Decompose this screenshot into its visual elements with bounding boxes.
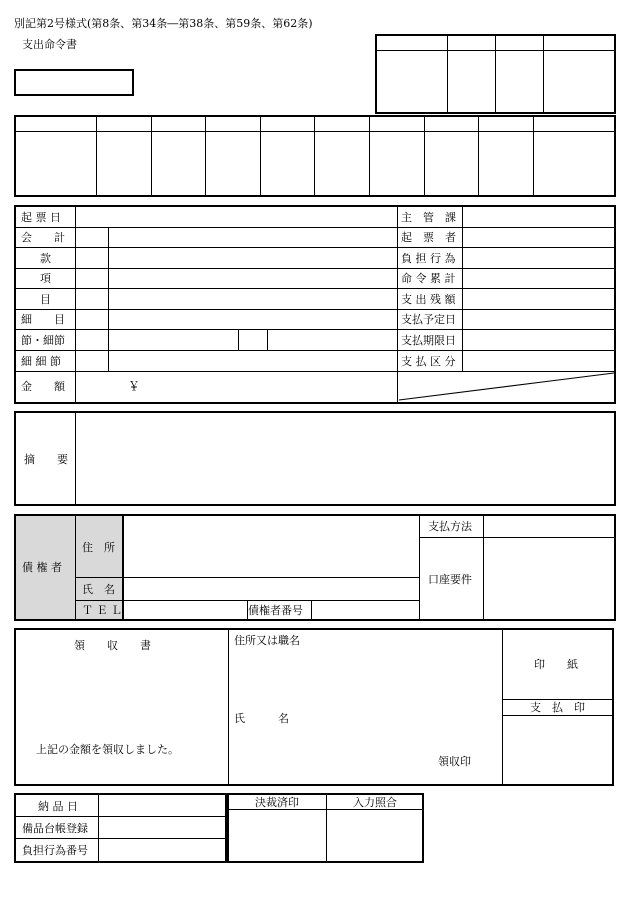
receipt-name-input[interactable]: [306, 708, 499, 738]
details-section: [14, 205, 616, 404]
label-saisaisetsu: 細 細 節: [21, 355, 61, 368]
creditor-name-input[interactable]: [126, 579, 416, 599]
label-draft-date: 起 票 日: [21, 211, 61, 224]
footer-registration-table: [14, 793, 227, 863]
summary-input[interactable]: [78, 415, 610, 502]
label-due-date: 支払期限日: [401, 334, 456, 347]
summary-divider: [75, 413, 76, 504]
input-check-label: 入力照合: [353, 796, 397, 809]
commitment-number-input[interactable]: [101, 841, 223, 859]
currency-symbol: ￥: [128, 379, 141, 393]
label-setsu: 節・細節: [21, 334, 65, 347]
label-moku: 目: [40, 293, 51, 306]
account-requirements-input[interactable]: [485, 539, 612, 618]
approval-stamp-grid: [375, 34, 616, 114]
receipt-name-label: 氏 名: [234, 712, 289, 725]
label-drafter: 起 票 者: [401, 231, 456, 244]
label-kan: 款: [40, 252, 51, 265]
label-department: 主 管 課: [401, 211, 456, 224]
creditor-tel-label: Ｔ Ｅ Ｌ: [82, 604, 122, 617]
ledger-registration-input[interactable]: [101, 819, 223, 837]
label-amount: 金 額: [21, 380, 65, 393]
payment-method-input[interactable]: [485, 518, 612, 536]
creditor-address-input[interactable]: [126, 518, 416, 575]
summary-section: [14, 411, 616, 506]
label-commitment: 負 担 行 為: [401, 252, 456, 265]
receipt-address-input[interactable]: [231, 650, 499, 705]
delivery-date-label: 納 品 日: [38, 800, 78, 813]
form-reference: 別記第2号様式(第8条、第34条―第38条、第59条、第62条): [14, 17, 313, 30]
form-title: 支出命令書: [22, 38, 77, 51]
footer-stamp-table: [227, 793, 424, 863]
label-account: 会 計: [21, 231, 65, 244]
account-requirements-label: 口座要件: [428, 573, 472, 586]
ledger-registration-label: 備品台帳登録: [22, 822, 88, 835]
approved-seal-label: 決裁済印: [255, 796, 299, 809]
payment-seal-label: 支 払 印: [530, 701, 585, 714]
creditor-number-label: 債権者番号: [248, 604, 303, 617]
label-order-total: 命 令 累 計: [401, 272, 456, 285]
summary-label: 摘 要: [24, 453, 68, 466]
creditor-name-label: 氏 名: [82, 583, 115, 596]
payment-method-label: 支払方法: [428, 520, 472, 533]
revenue-stamp-label: 印 紙: [534, 658, 578, 671]
details-grid-lines: [16, 207, 614, 402]
creditor-address-label: 住 所: [82, 541, 115, 554]
creditor-tel-input[interactable]: [126, 602, 246, 618]
creditor-section: [14, 514, 616, 621]
label-balance: 支 出 残 額: [401, 293, 456, 306]
document-number-box[interactable]: [14, 69, 134, 96]
receipt-statement: 上記の金額を領収しました。: [36, 743, 179, 756]
receipt-seal-label: 領収印: [438, 755, 471, 768]
receipt-title: 領 収 書: [74, 639, 151, 652]
commitment-number-label: 負担行為番号: [22, 844, 88, 857]
label-payment-type: 支 払 区 分: [401, 355, 456, 368]
delivery-date-input[interactable]: [101, 797, 223, 815]
label-kou: 項: [40, 272, 51, 285]
label-saimoku: 細 目: [21, 313, 65, 326]
receipt-address-label: 住所又は職名: [234, 634, 300, 647]
label-planned-date: 支払予定日: [401, 313, 456, 326]
receipt-section: [14, 628, 614, 786]
creditor-label: 債 権 者: [22, 561, 62, 574]
circulation-stamp-grid: [14, 115, 616, 197]
creditor-number-input[interactable]: [313, 602, 418, 618]
